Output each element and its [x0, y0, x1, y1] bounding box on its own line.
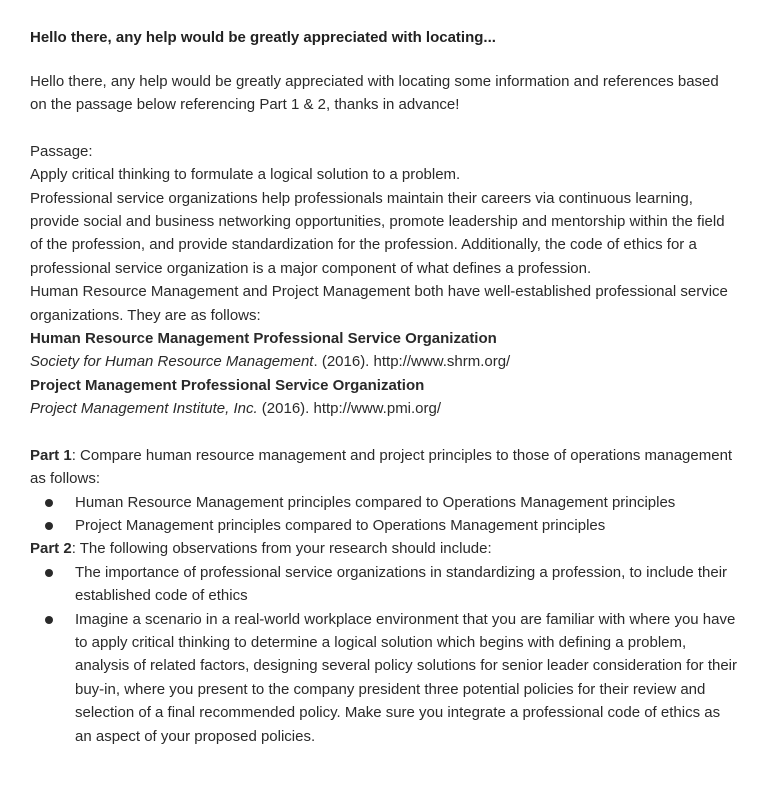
part2-bullet-list	[30, 561, 738, 748]
org-reference-hrm: Society for Human Resource Management. (2016). http://www.shrm.org/	[30, 353, 511, 371]
bullet-icon	[45, 499, 53, 507]
org-citation: (2016). http://www.pmi.org/	[257, 400, 442, 418]
part2-intro: Part 2: The following observations from your research should include:	[30, 540, 492, 558]
passage-label: Passage:	[30, 142, 93, 160]
org-reference-pm	[30, 397, 738, 420]
bullet-icon	[45, 616, 53, 624]
passage-line: Apply critical thinking to formulate a logical solution to a problem.	[30, 166, 461, 184]
org-citation: (2016). http://www.shrm.org/	[317, 353, 511, 371]
bullet-icon	[45, 569, 53, 577]
org-heading-hrm: Human Resource Management Professional Service Organization	[30, 330, 497, 348]
list-item: The importance of professional service organizations in standardizing a profession, to include their established code of ethics	[30, 561, 738, 608]
list-item: Imagine a scenario in a real-world workplace environment that you are familiar with where you have to apply critical thinking to determine a logical solution which begins with defining a problem, analysis of related factors, designing several policy solutions for senior leader consideration for their buy-in, where you present to the company president three potential policies for their review and selection of a final recommended policy. Make sure you integrate a professional code of ethics as an aspect of your proposed policies.	[30, 608, 738, 748]
org-name: Society for Human Resource Management	[30, 353, 314, 371]
part1-bullet-list	[30, 491, 738, 538]
intro-text: Hello there, any help would be greatly appreciated with locating some information and references based on the passage below referencing Part 1 & 2, thanks in advance!	[30, 73, 719, 114]
question-title: Hello there, any help would be greatly appreciated with locating...	[30, 29, 496, 46]
org-name: Project Management Institute, Inc.	[30, 400, 258, 418]
list-item: Human Resource Management principles compared to Operations Management principles	[30, 491, 738, 514]
list-item: Project Management principles compared to Operations Management principles	[30, 514, 738, 537]
part2-label: Part 2	[30, 540, 72, 558]
passage-paragraph: Human Resource Management and Project Management both have well-established professional service organizations. They are as follows:	[30, 283, 728, 324]
bullet-icon	[45, 522, 53, 530]
part1-label: Part 1	[30, 446, 72, 464]
org-heading-pm: Project Management Professional Service Organization	[30, 376, 425, 394]
passage-paragraph: Professional service organizations help professionals maintain their careers via continuous learning, provide social and business networking opportunities, promote leadership and mentorship within the field of the profession, and provide standardization for the profession. Additionally, the code of ethics for a professional service organization is a major component of what defines a profession.	[30, 189, 725, 277]
part1-intro: Part 1: Compare human resource management and project principles to those of operations management as follows:	[30, 446, 733, 488]
